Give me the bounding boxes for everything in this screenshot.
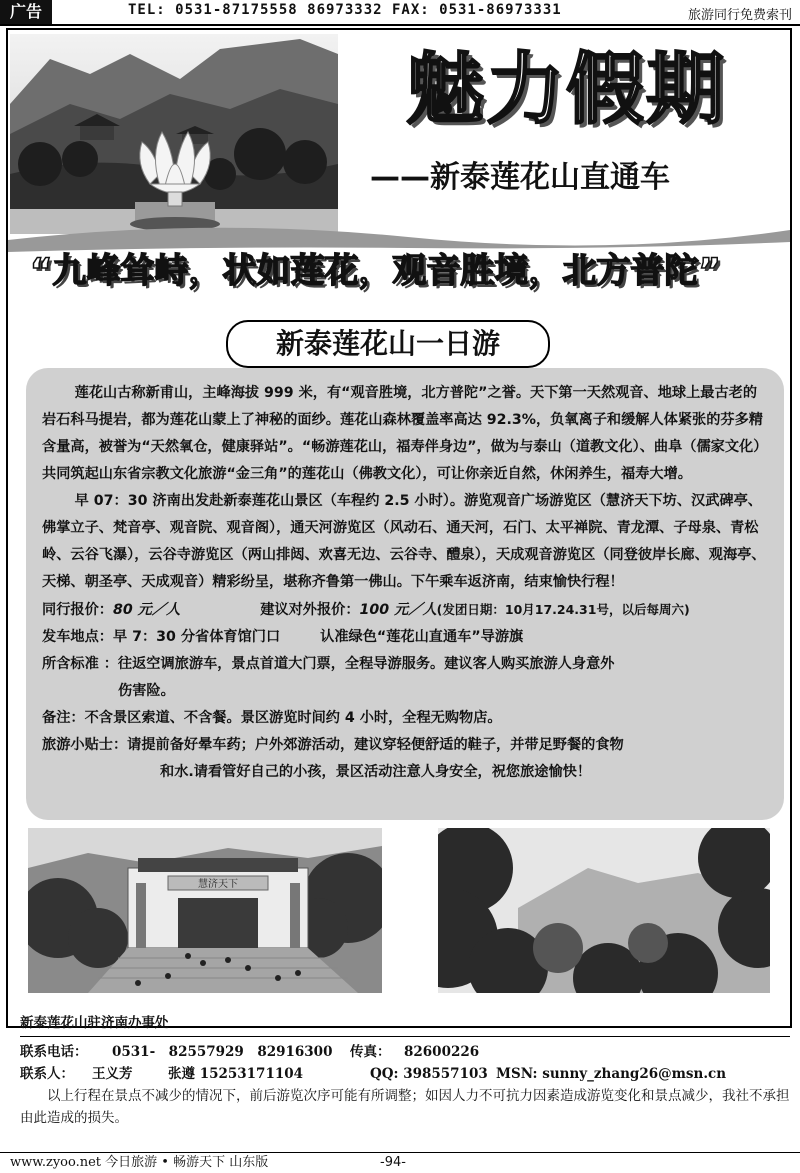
fax-number: 82600226 xyxy=(404,1044,480,1060)
pickup-row xyxy=(42,624,768,651)
tips-line-1: 旅游小贴士：请提前备好晕车药；户外郊游活动，建议穿轻便舒适的鞋子，并带足野餐的食物 xyxy=(42,737,624,753)
includes-row xyxy=(42,651,768,678)
guide-flag-note: 认准绿色“莲花山直通车”导游旗 xyxy=(320,629,524,645)
remarks: 备注：不含景区索道、不含餐。景区游览时间约 4 小时，全程无购物店。 xyxy=(42,710,502,726)
pickup-location: 早 7：30 分省体育馆门口 xyxy=(112,629,281,645)
disclaimer: 以上行程在景点不减少的情况下，前后游览次序可能有所调整；如因人力不可抗力因素造成游览变化和景点减少，我社不承担由此造成的损失。 xyxy=(20,1088,790,1126)
itinerary-paragraph: 早 07：30 济南出发赴新泰莲花山景区（车程约 2.5 小时）。游览观音广场游览区（慧济天下坊、汉武碑亭、佛掌立子、梵音亭、观音院、观音阁），通天河游览区（风动石、通天河，石门、太平禅院、青龙潭、子母泉、青松岭、云谷飞瀑），云谷寺游览区（两山排闼、欢喜无边、云谷寺、醴泉），天成观音游览区（同登彼岸长廊、观海亭、天梯、朝圣亭、天成观音）精彩纷呈，堪称齐鲁第一佛山。下午乘车返济南，结束愉快行程！ xyxy=(42,493,766,590)
includes-label: 所含标准 ： xyxy=(42,656,118,672)
bottom-bar xyxy=(0,1152,800,1173)
qq-number: QQ: 398557103 xyxy=(370,1066,488,1082)
phone-label: 联系电话： xyxy=(20,1044,88,1060)
price-row xyxy=(42,596,768,624)
retail-price-label: 建议对外报价： xyxy=(260,602,360,618)
temple-gate-photo xyxy=(28,828,382,993)
ad-label: 广告 xyxy=(0,0,52,24)
msn-address: MSN: sunny_zhang26@msn.cn xyxy=(496,1066,727,1082)
includes-continued: 伤害险。 xyxy=(118,683,175,699)
top-right-text: 旅游同行免费索刊 xyxy=(687,8,792,23)
gate-plaque: 慧济天下 xyxy=(198,879,238,890)
departure-note: (发团日期：10月17.24.31号，以后每周六) xyxy=(436,602,690,617)
retail-price: 100 元／人 xyxy=(359,602,437,618)
subtitle: ——新泰莲花山直通车 xyxy=(370,160,670,195)
peer-price: 80 元／人 xyxy=(112,602,181,618)
phone-row xyxy=(20,1041,790,1063)
contact-label: 联系人： xyxy=(20,1066,74,1082)
contact-person-row xyxy=(20,1063,790,1085)
tour-name-badge: 新泰莲花山一日游 xyxy=(226,320,550,368)
includes-text: 往返空调旅游车，景点首道大门票，全程导游服务。建议客人购买旅游人身意外 xyxy=(117,656,615,672)
forest-mountain-photo xyxy=(438,828,770,993)
top-contact: TEL: 0531-87175558 86973332 FAX: 0531-86973331 xyxy=(128,2,562,18)
pickup-label: 发车地点： xyxy=(42,629,113,645)
main-title: 魅力假期 xyxy=(405,45,726,135)
slogan: “九峰耸峙，状如莲花，观音胜境，北方普陀” xyxy=(30,251,721,291)
office-name: 新泰莲花山驻济南办事处 xyxy=(20,1012,790,1037)
peer-price-label: 同行报价： xyxy=(42,602,113,618)
top-bar xyxy=(0,0,800,26)
fax-label: 传真： xyxy=(350,1044,391,1060)
lotus-mountain-photo xyxy=(10,34,338,234)
contact-footer xyxy=(20,1012,790,1129)
contact-person-2: 张遵 15253171104 xyxy=(168,1066,304,1082)
contact-person-1: 王义芳 xyxy=(92,1066,133,1082)
intro-paragraph: 莲花山古称新甫山，主峰海拔 999 米，有“观音胜境，北方普陀”之誉。天下第一天然观音、地球上最古老的岩石科马提岩，都为莲花山蒙上了神秘的面纱。莲花山森林覆盖率高达 92.3%，负氧离子和缓解人体紧张的芬多精含量高，被誉为“天然氧仓，健康驿站”。“畅游莲花山，福寿伴身边”，做为与泰山（道教文化）、曲阜（儒家文化）共同筑起山东省宗教文化旅游“金三角”的莲花山（佛教文化），可让你亲近自然，休闲养生，福寿大增。 xyxy=(42,385,768,482)
phone-numbers: 0531- 82557929 82916300 xyxy=(112,1044,333,1060)
itinerary-box xyxy=(26,368,784,820)
tips-line-2: 和水.请看管好自己的小孩，景区活动注意人身安全，祝您旅途愉快！ xyxy=(160,764,592,780)
site-name: www.zyoo.net 今日旅游 • 畅游天下 山东版 xyxy=(10,1155,269,1170)
page-number: -94- xyxy=(380,1155,406,1170)
